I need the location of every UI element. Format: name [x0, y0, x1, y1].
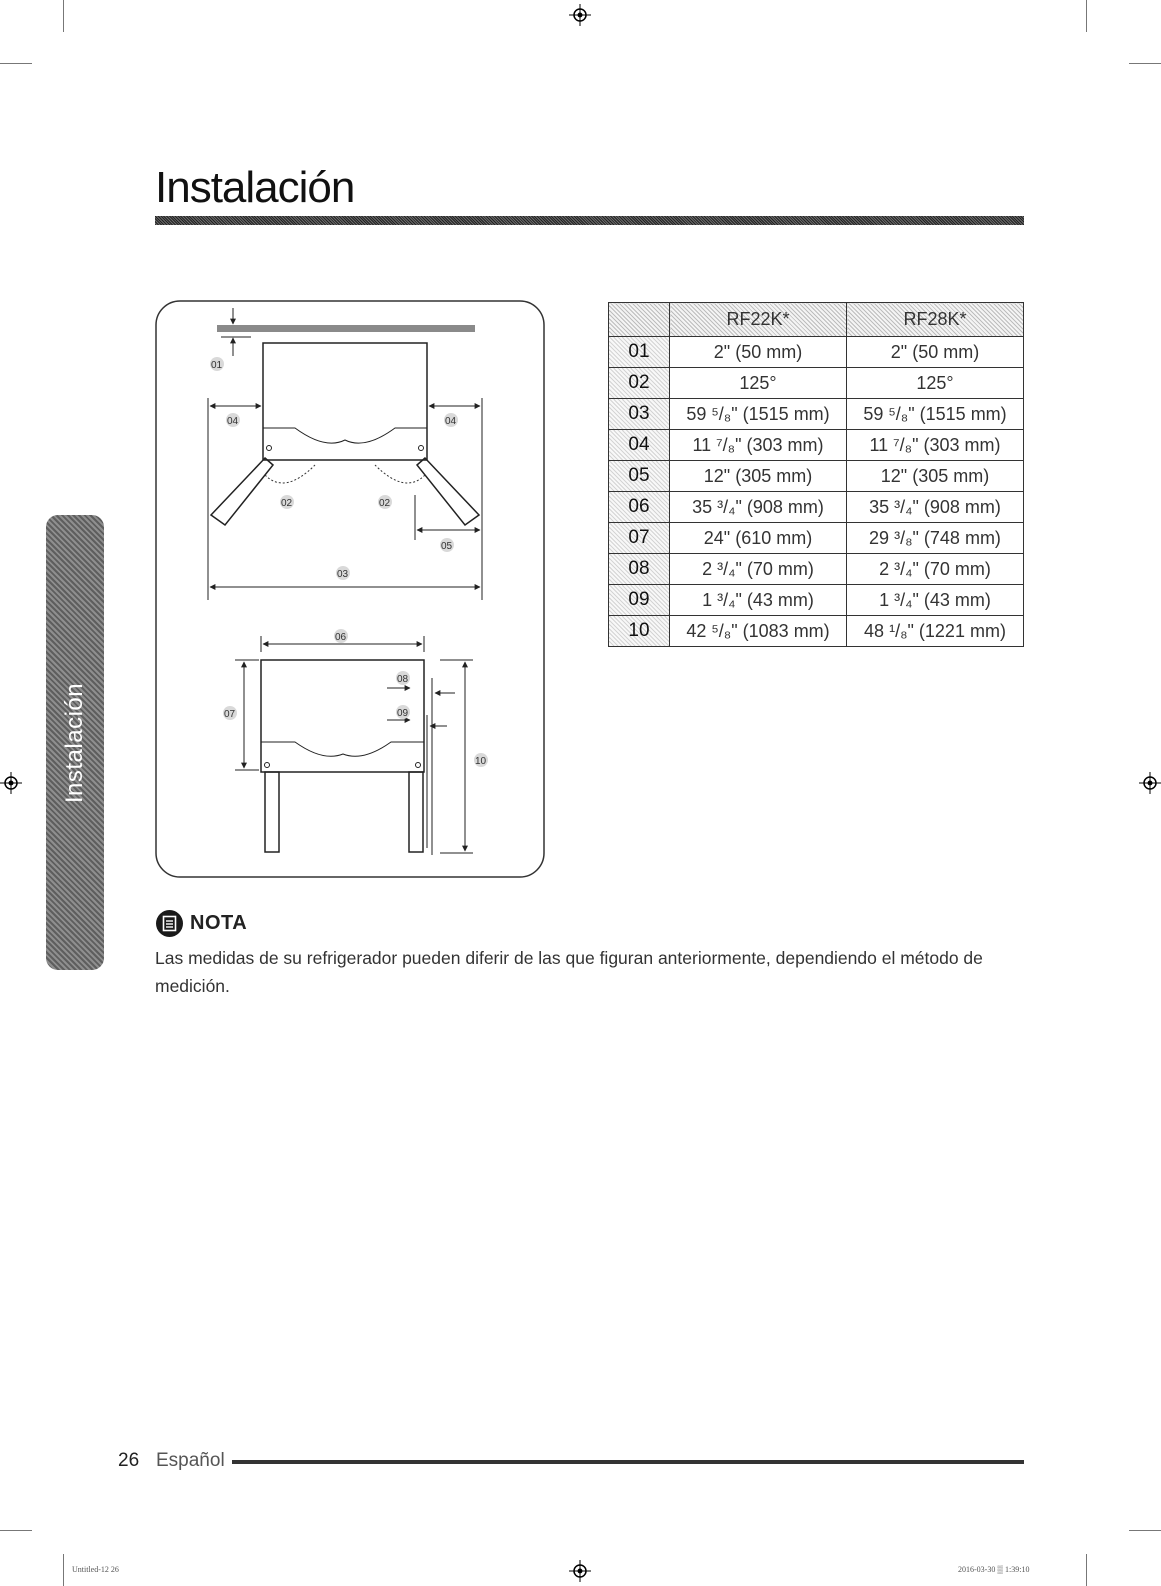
svg-text:06: 06	[335, 632, 347, 643]
page-title: Instalación	[155, 163, 355, 212]
table-header-rf22k: RF22K*	[670, 303, 847, 337]
cell-rf22k: 11 ⁷/₈" (303 mm)	[670, 430, 847, 461]
note-document-icon	[156, 910, 183, 937]
table-row	[609, 616, 1024, 647]
cell-rf22k: 1 ³/₄" (43 mm)	[670, 585, 847, 616]
crop-mark	[0, 63, 32, 64]
note-text: Las medidas de su refrigerador pueden diferir de las que figuran anteriormente, dependiendo el método de medición.	[155, 948, 983, 996]
registration-mark-icon	[569, 1560, 591, 1582]
row-id: 05	[609, 461, 670, 492]
row-id: 07	[609, 523, 670, 554]
svg-text:10: 10	[475, 756, 487, 767]
svg-text:04: 04	[445, 416, 457, 427]
cell-rf22k: 35 ³/₄" (908 mm)	[670, 492, 847, 523]
left-door	[211, 458, 273, 525]
cell-rf22k: 24" (610 mm)	[670, 523, 847, 554]
right-door	[417, 458, 479, 525]
callout-03	[336, 566, 350, 580]
table-row	[609, 399, 1024, 430]
crop-mark	[63, 0, 64, 32]
cell-rf28k: 11 ⁷/₈" (303 mm)	[847, 430, 1024, 461]
table-row	[609, 337, 1024, 368]
callout-02-left	[280, 495, 294, 509]
table-header-row	[609, 303, 1024, 337]
registration-mark-icon	[1139, 772, 1161, 794]
right-door-side	[409, 772, 423, 852]
svg-text:09: 09	[397, 708, 409, 719]
print-file-label: Untitled-12 26	[72, 1565, 119, 1574]
cell-rf22k: 12" (305 mm)	[670, 461, 847, 492]
crop-mark	[1129, 1530, 1161, 1531]
callout-07	[223, 706, 237, 720]
callout-01	[210, 357, 224, 371]
cell-rf22k: 59 ⁵/₈" (1515 mm)	[670, 399, 847, 430]
table-header-rf28k: RF28K*	[847, 303, 1024, 337]
left-door-side	[265, 772, 279, 852]
page-number: 26	[118, 1450, 140, 1471]
note-heading: NOTA	[190, 912, 248, 934]
wall	[217, 325, 475, 332]
svg-text:05: 05	[441, 541, 453, 552]
svg-text:03: 03	[337, 569, 349, 580]
callout-06	[334, 629, 348, 643]
callout-05	[440, 538, 454, 552]
print-date-label: 2016-03-30 ▒ 1:39:10	[958, 1565, 1030, 1574]
crop-mark	[1129, 63, 1161, 64]
cell-rf22k: 2" (50 mm)	[670, 337, 847, 368]
table-row	[609, 554, 1024, 585]
svg-text:04: 04	[227, 416, 239, 427]
table-row	[609, 585, 1024, 616]
clearance-diagram	[155, 300, 545, 878]
callout-08	[396, 671, 410, 685]
cell-rf22k: 2 ³/₄" (70 mm)	[670, 554, 847, 585]
side-tab-label: Instalación	[61, 682, 88, 803]
row-id: 02	[609, 368, 670, 399]
table-row	[609, 461, 1024, 492]
row-id: 10	[609, 616, 670, 647]
row-id: 08	[609, 554, 670, 585]
callout-04-right	[444, 413, 458, 427]
diagram-frame	[156, 301, 544, 877]
title-divider	[155, 216, 1024, 225]
crop-mark	[1086, 1554, 1087, 1586]
row-id: 01	[609, 337, 670, 368]
svg-text:07: 07	[224, 709, 236, 720]
crop-mark	[1086, 0, 1087, 32]
cell-rf22k: 125°	[670, 368, 847, 399]
footer-divider	[232, 1460, 1024, 1464]
callout-04-left	[226, 413, 240, 427]
row-id: 09	[609, 585, 670, 616]
callout-10	[474, 753, 488, 767]
svg-text:01: 01	[211, 360, 223, 371]
registration-mark-icon	[569, 4, 591, 26]
dimensions-table	[608, 302, 1024, 647]
crop-mark	[0, 1530, 32, 1531]
cell-rf28k: 12" (305 mm)	[847, 461, 1024, 492]
table-row	[609, 523, 1024, 554]
callout-02-right	[378, 495, 392, 509]
row-id: 04	[609, 430, 670, 461]
fridge-body-top	[263, 343, 427, 460]
svg-text:08: 08	[397, 674, 409, 685]
table-row	[609, 430, 1024, 461]
cell-rf28k: 2" (50 mm)	[847, 337, 1024, 368]
cell-rf22k: 42 ⁵/₈" (1083 mm)	[670, 616, 847, 647]
cell-rf28k: 1 ³/₄" (43 mm)	[847, 585, 1024, 616]
registration-mark-icon	[0, 772, 22, 794]
crop-mark	[63, 1554, 64, 1586]
cell-rf28k: 2 ³/₄" (70 mm)	[847, 554, 1024, 585]
table-header-corner	[609, 303, 670, 337]
row-id: 06	[609, 492, 670, 523]
cell-rf28k: 29 ³/₈" (748 mm)	[847, 523, 1024, 554]
row-id: 03	[609, 399, 670, 430]
section-side-tab	[46, 515, 104, 970]
table-row	[609, 492, 1024, 523]
callout-09	[396, 705, 410, 719]
table-row	[609, 368, 1024, 399]
svg-text:02: 02	[281, 498, 293, 509]
cell-rf28k: 35 ³/₄" (908 mm)	[847, 492, 1024, 523]
footer-language: Español	[156, 1450, 225, 1471]
cell-rf28k: 125°	[847, 368, 1024, 399]
cell-rf28k: 48 ¹/₈" (1221 mm)	[847, 616, 1024, 647]
cell-rf28k: 59 ⁵/₈" (1515 mm)	[847, 399, 1024, 430]
svg-text:02: 02	[379, 498, 391, 509]
